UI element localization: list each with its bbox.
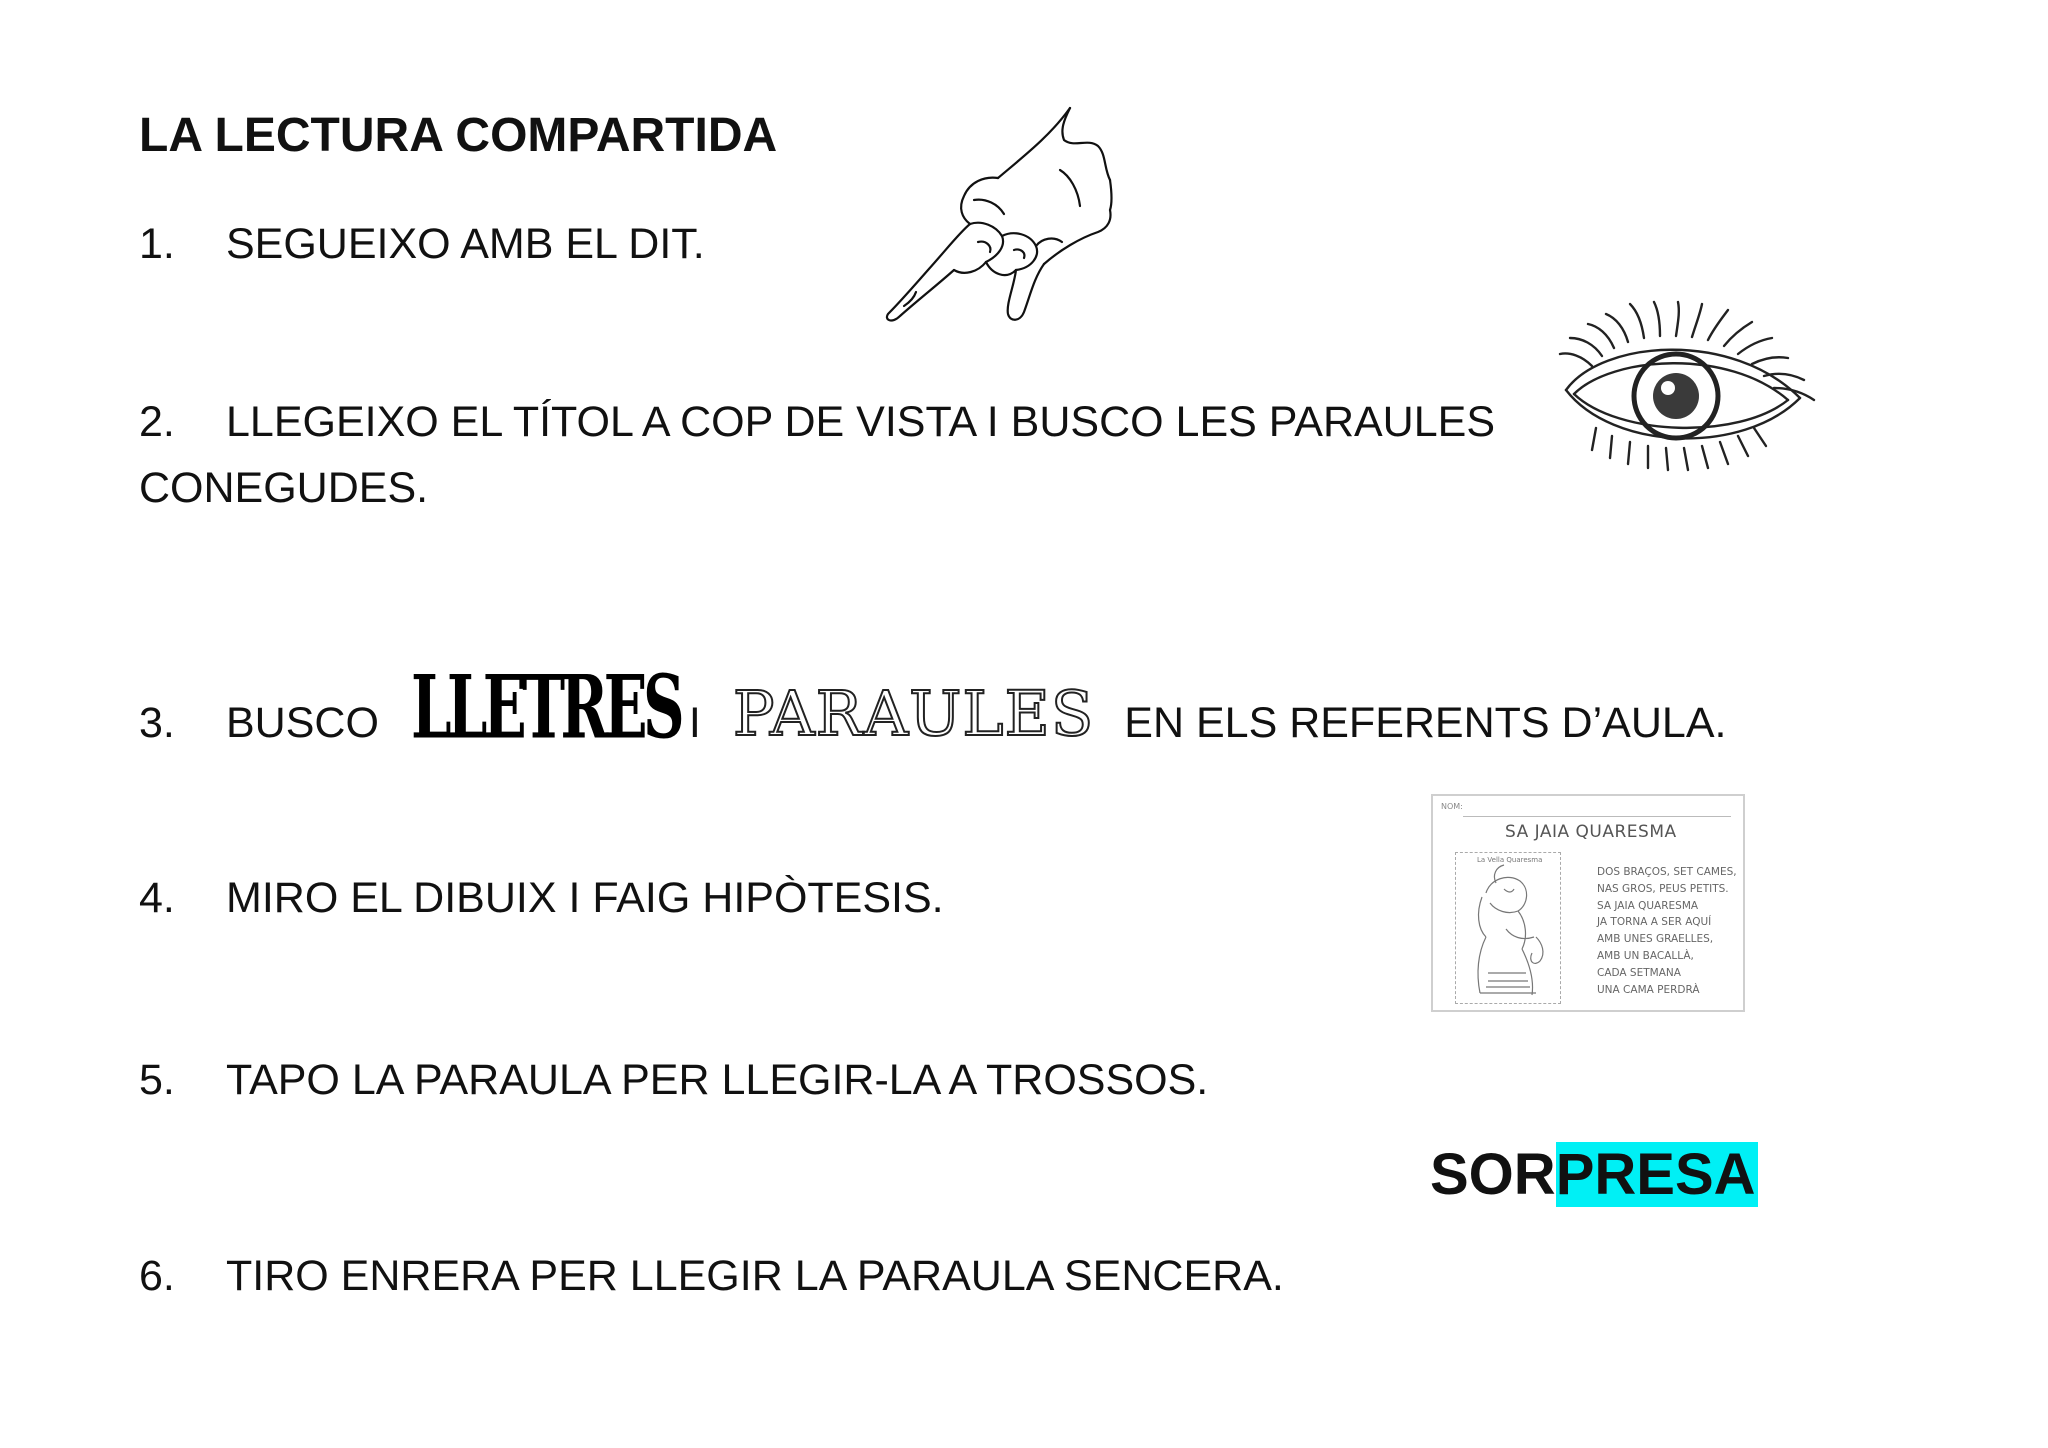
step-number: 5. — [139, 1056, 175, 1104]
step-4 — [139, 866, 944, 930]
worksheet-image — [1431, 794, 1745, 1012]
lletres-word: LLETRES — [410, 657, 680, 759]
worksheet-drawing-caption: La Vella Quaresma — [1477, 856, 1543, 864]
step-text: TAPO LA PARAULA PER LLEGIR-LA A TROSSOS. — [226, 1056, 1209, 1104]
step-5 — [139, 1048, 1208, 1112]
step-text: SEGUEIXO AMB EL DIT. — [226, 220, 705, 268]
poem-line: UNA CAMA PERDRÀ — [1597, 983, 1700, 996]
connector-word: I — [688, 699, 701, 747]
step-2-continuation: CONEGUDES. — [139, 464, 429, 512]
step-number: 3. — [139, 699, 175, 747]
worksheet-name-label: NOM: — [1441, 802, 1463, 811]
poem-line: CADA SETMANA — [1597, 966, 1681, 979]
paraules-word: PARAULES — [732, 677, 1095, 750]
step-3 — [139, 657, 1727, 759]
poem-line: DOS BRAÇOS, SET CAMES, — [1597, 866, 1737, 878]
step-number: 6. — [139, 1252, 175, 1300]
step-6 — [139, 1244, 1284, 1308]
worksheet-title: SA JAIA QUARESMA — [1505, 822, 1677, 842]
worksheet-drawing-frame — [1455, 852, 1561, 1004]
poem-line: JA TORNA A SER AQUÍ — [1597, 916, 1712, 929]
step-text: TIRO ENRERA PER LLEGIR LA PARAULA SENCERA. — [226, 1252, 1284, 1300]
worksheet-name-line — [1463, 816, 1731, 817]
step-text: MIRO EL DIBUIX I FAIG HIPÒTESIS. — [226, 874, 944, 922]
worksheet-poem — [1597, 864, 1737, 998]
sorpresa-plain: SOR — [1430, 1142, 1556, 1207]
poem-line: AMB UNES GRAELLES, — [1597, 933, 1714, 946]
old-woman-drawing — [1456, 853, 1560, 1003]
sorpresa-highlighted: PRESA — [1555, 1142, 1756, 1207]
step-number: 4. — [139, 874, 175, 922]
step-text: LLEGEIXO EL TÍTOL A COP DE VISTA I BUSCO LES PARAULES — [226, 398, 1496, 446]
step-1 — [139, 212, 705, 276]
step-number: 2. — [139, 398, 175, 446]
poem-line: NAS GROS, PEUS PETITS. — [1597, 882, 1729, 895]
step-text: BUSCO — [226, 699, 379, 747]
eye-icon — [1552, 300, 1822, 475]
step-text-suffix: EN ELS REFERENTS D’AULA. — [1124, 699, 1727, 747]
page-title: LA LECTURA COMPARTIDA — [139, 109, 778, 162]
step-number: 1. — [139, 220, 175, 268]
step-2 — [139, 390, 1495, 454]
poem-line: SA JAIA QUARESMA — [1597, 899, 1699, 912]
pointing-hand-icon — [874, 100, 1120, 325]
poem-line: AMB UN BACALLÀ, — [1597, 949, 1694, 962]
sorpresa-word — [1430, 1134, 1758, 1216]
